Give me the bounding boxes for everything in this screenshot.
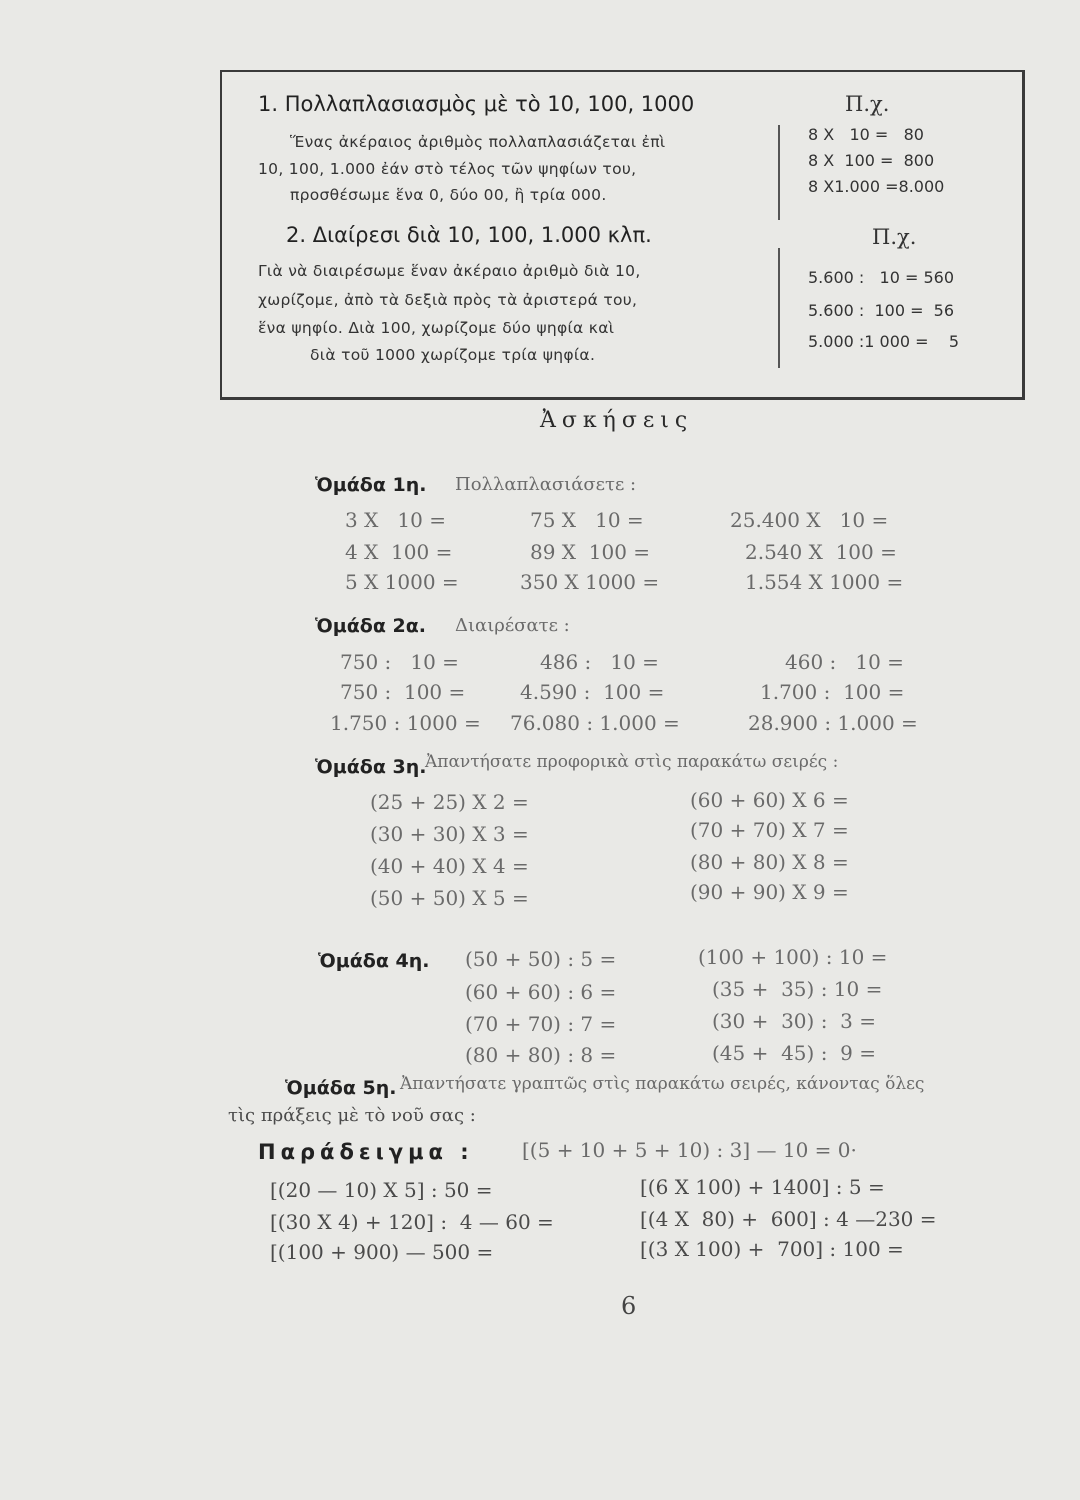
exercise-item: (35 + 35) : 10 = [712, 977, 883, 1001]
page-number: 6 [621, 1292, 637, 1320]
exercise-item: (50 + 50) : 5 = [465, 947, 617, 971]
exercise-item: [(6 X 100) + 1400] : 5 = [640, 1175, 885, 1199]
mult-example: 8 X 10 = 80 [808, 125, 924, 144]
exercise-item: (30 + 30) X 3 = [370, 822, 529, 846]
exercise-item: 1.750 : 1000 = [330, 711, 481, 735]
mult-example: 8 X 100 = 800 [808, 151, 935, 170]
exercise-item: (60 + 60) X 6 = [690, 788, 849, 812]
exercise-item: 750 : 100 = [340, 680, 466, 704]
rule2-line: Γιὰ νὰ διαιρέσωμε ἕναν ἀκέραιο ἀριθμὸ διὰ 10, [258, 262, 641, 280]
exercise-item: 3 X 10 = [345, 508, 446, 532]
exercise-item: 350 X 1000 = [520, 570, 660, 594]
exercise-item: (100 + 100) : 10 = [698, 945, 888, 969]
exercise-item: 25.400 X 10 = [730, 508, 889, 532]
exercise-item: 1.554 X 1000 = [745, 570, 904, 594]
exercise-item: 76.080 : 1.000 = [510, 711, 680, 735]
rule1-line: 10, 100, 1.000 ἐάν στὸ τέλος τῶν ψηφίων του, [258, 160, 637, 178]
example-expression: [(5 + 10 + 5 + 10) : 3] — 10 = 0· [522, 1138, 857, 1162]
group2-label: Ὁμάδα 2α. [315, 615, 426, 637]
rule1-line: Ἕνας ἀκέραιος ἀριθμὸς πολλαπλασιάζεται ἐπὶ [290, 133, 666, 151]
exercise-item: 4 X 100 = [345, 540, 453, 564]
exercise-item: 460 : 10 = [785, 650, 904, 674]
group1-instruction: Πολλαπλασιάσετε : [455, 474, 637, 495]
divider-line [778, 248, 780, 368]
mult-example: 8 X1.000 =8.000 [808, 177, 945, 196]
rule1-line: προσθέσωμε ἕνα 0, δύο 00, ἢ τρία 000. [290, 186, 607, 204]
group5-instruction: Ἀπαντήσατε γραπτῶς στὶς παρακάτω σειρές, κάνοντας ὅλες [400, 1074, 925, 1094]
div-example: 5.000 :1 000 = 5 [808, 332, 960, 351]
group4-label: Ὁμάδα 4η. [318, 950, 430, 972]
exercise-item: 5 X 1000 = [345, 570, 459, 594]
group2-instruction: Διαιρέσατε : [455, 615, 570, 636]
exercise-item: (25 + 25) X 2 = [370, 790, 529, 814]
exercise-item: (50 + 50) X 5 = [370, 886, 529, 910]
rule2-title: 2. Διαίρεσι διὰ 10, 100, 1.000 κλπ. [286, 223, 652, 247]
rule2-line: διὰ τοῦ 1000 χωρίζομε τρία ψηφία. [310, 346, 596, 364]
exercise-item: (70 + 70) X 7 = [690, 818, 849, 842]
rule1-title: 1. Πολλαπλασιασμὸς μὲ τὸ 10, 100, 1000 [258, 92, 695, 116]
exercise-item: 28.900 : 1.000 = [748, 711, 918, 735]
exercise-item: (90 + 90) X 9 = [690, 880, 849, 904]
exercise-item: 75 X 10 = [530, 508, 644, 532]
group5-instruction: τὶς πράξεις μὲ τὸ νοῦ σας : [228, 1105, 476, 1126]
example-label: Π.χ. [872, 225, 917, 249]
exercise-item: (45 + 45) : 9 = [712, 1041, 876, 1065]
exercise-item: 2.540 X 100 = [745, 540, 897, 564]
example-label: Παράδειγμα : [258, 1140, 474, 1164]
rule2-line: χωρίζομε, ἀπὸ τὰ δεξιὰ πρὸς τὰ ἀριστερά του, [258, 291, 638, 309]
exercise-item: [(20 — 10) X 5] : 50 = [270, 1178, 493, 1202]
group5-label: Ὁμάδα 5η. [285, 1077, 397, 1099]
exercise-item: 89 X 100 = [530, 540, 651, 564]
exercise-item: (80 + 80) : 8 = [465, 1043, 617, 1067]
group3-instruction: Ἀπαντήσατε προφορικὰ στὶς παρακάτω σειρές : [425, 752, 839, 772]
exercise-item: [(100 + 900) — 500 = [270, 1240, 494, 1264]
exercise-item: (70 + 70) : 7 = [465, 1012, 617, 1036]
exercise-item: 486 : 10 = [540, 650, 659, 674]
exercise-item: (40 + 40) X 4 = [370, 854, 529, 878]
div-example: 5.600 : 10 = 560 [808, 268, 955, 287]
div-example: 5.600 : 100 = 56 [808, 301, 955, 320]
exercises-title: Ἀσκήσεις [540, 408, 694, 433]
exercise-item: [(30 X 4) + 120] : 4 — 60 = [270, 1210, 554, 1234]
group3-label: Ὁμάδα 3η. [315, 756, 427, 778]
exercise-item: 1.700 : 100 = [760, 680, 905, 704]
exercise-item: 750 : 10 = [340, 650, 459, 674]
group1-label: Ὁμάδα 1η. [315, 474, 427, 496]
exercise-item: (60 + 60) : 6 = [465, 980, 617, 1004]
exercise-item: [(4 X 80) + 600] : 4 —230 = [640, 1207, 937, 1231]
exercise-item: (80 + 80) X 8 = [690, 850, 849, 874]
rule2-line: ἕνα ψηφίο. Διὰ 100, χωρίζομε δύο ψηφία καὶ [258, 319, 615, 337]
exercise-item: [(3 X 100) + 700] : 100 = [640, 1237, 904, 1261]
example-label: Π.χ. [845, 92, 890, 116]
divider-line [778, 125, 780, 220]
exercise-item: (30 + 30) : 3 = [712, 1009, 876, 1033]
exercise-item: 4.590 : 100 = [520, 680, 665, 704]
